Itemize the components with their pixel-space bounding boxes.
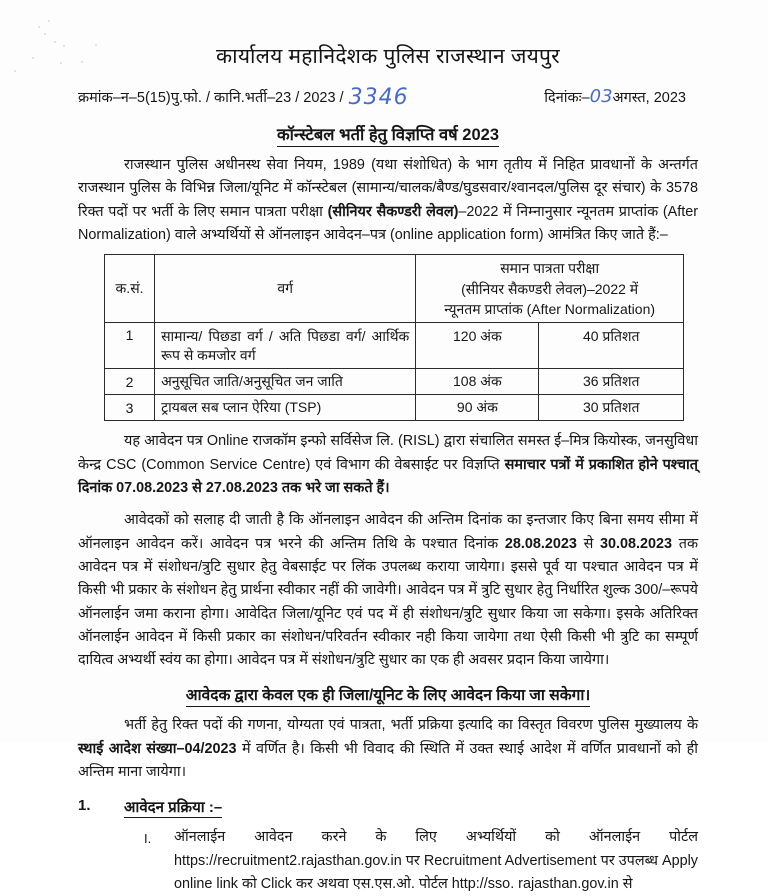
cell-marks: 108 अंक [416,369,539,395]
table-head [105,255,684,323]
cell-percent: 36 प्रतिशत [539,369,684,395]
table-row [105,369,684,395]
date-group [544,86,698,107]
para2-part-3: तक आवेदन पत्र में संशोधन/त्रुटि सुधार हेतु वेबसाईट पर लिंक उपलब्ध कराया जायेगा। इससे पूर्व या पश्चात आवेदन पत्र में किसी भी प्रकार के संशोधन हेतु प्रार्थना स्वीकार नहीं की जावेगी। आवेदन पत्र में त्रुटि सुधार हेतु निर्धारित शुल्क 300/–रूपये ऑनलाईन जमा कराना होगा। आवेदित जिला/यूनिट एवं पद में ही संशोधन/त्रुटि सुधार किया जा सकेगा। इसके अतिरिक्त ऑनलाईन आवेदन में किसी प्रकार का संशोधन/परिवर्तन स्वीकार नही किया जायेगा तथा ऐसी किसी भी त्रुटि का सम्पूर्ण दायित्व अभ्यर्थी स्वंय का होगा। आवेदन पत्र में संशोधन/त्रुटि सुधार का एक ही अवसर प्रदान किया जायेगा। [78,535,698,669]
para2-part-1: आवेदकों को सलाह दी जाती है कि ऑनलाइन आवेदन की अन्तिम दिनांक का इन्तजार किए बिना समय सीमा में ऑनलाइन आवेदन करें। आवेदन पत्र भरने की अन्तिम तिथि के पश्चात दिनांक [78,512,698,552]
paragraph-correction-window [78,509,698,672]
date-label: दिनांकः– [544,90,590,106]
para3-part-1: भर्ती हेतु रिक्त पदों की गणना, योग्यता एवं पात्रता, भर्ती प्रक्रिया इत्यादि का विस्तृत विवरण पुलिस मुख्यालय के [124,717,698,734]
cell-percent: 30 प्रतिशत [539,395,684,421]
cell-percent: 40 प्रतिशत [539,323,684,369]
minimum-marks-table [104,254,684,421]
date-month-year: अगस्त, 2023 [612,90,686,106]
table-body [105,323,684,421]
office-title: कार्यालय महानिदेशक पुलिस राजस्थान जयपुर [216,45,560,68]
cell-category: ट्रायबल सब प्लान ऐरिया (TSP) [155,395,416,421]
intro-bold-exam-level: (सीनियर सैकण्डरी लेवल) [327,203,459,220]
date-day-handwritten: 03 [589,86,613,107]
paragraph-application-channels [78,430,698,500]
cell-serial: 1 [105,323,155,369]
reference-number-handwritten: 3346 [348,85,409,110]
header-serial-number: क.सं. [105,255,155,323]
intro-part-1: राजस्थान पुलिस अधीनस्थ सेवा नियम, 1989 (यथा संशोधित) के भाग तृतीय में निहित प्रावधानों के अन्तर्गत राजस्थान पुलिस के विभिन्न जिला/यूनिट में कॉन्स्टेबल (सामान्य/चालक/बैण्ड/घुडसवार/श्वानदल/पुलिस दूर संचार) के 3578 रिक्त पदों पर भर्ती के लिए समान पात्रता परीक्षा [78,157,698,220]
single-district-notice-text: आवेदक द्वारा केवल एक ही जिला/यूनिट के लिए आवेदन किया जा सकेगा। [186,687,591,707]
para3-part-2: में वर्णित है। किसी भी विवाद की स्थिति में उक्त स्थाई आदेश में वर्णित प्रावधानों को ही अन्तिम माना जायेगा। [78,740,699,781]
header-criteria-line-1: समान पात्रता परीक्षा [500,260,600,277]
sub-item-marker: I. [144,831,152,847]
header-criteria-line-2: (सीनियर सैकण्डरी लेवल)–2022 में [461,280,639,297]
section-title-text: आवेदन प्रक्रिया :– [124,799,223,817]
section-application-process [78,797,698,817]
header-criteria-line-3: न्यूनतम प्राप्तांक (After Normalization) [444,300,656,317]
para2-bold-start-date: 28.08.2023 [504,535,577,552]
cell-marks: 90 अंक [416,395,539,421]
para2-bold-end-date: 30.08.2023 [600,535,673,552]
list-item [78,826,698,896]
para3-bold-order-number: स्थाई आदेश संख्या–04/2023 [78,740,237,757]
reference-and-date-row [78,83,698,108]
intro-paragraph [78,154,698,247]
document-content [78,0,698,896]
intro-part-2: –2022 में निम्नानुसार न्यूनतम प्राप्तांक (After Normalization) वाले अभ्यर्थियों से ऑनलाइन आवेदन–पत्र (online application form) आमंत्रित किए जाते हैं:– [78,203,699,243]
document-heading-text: कॉन्स्टेबल भर्ती हेतु विज्ञप्ति वर्ष 2023 [277,126,499,147]
cell-category: अनुसूचित जाति/अनुसूचित जन जाति [155,369,416,395]
cell-serial: 2 [105,369,155,395]
single-district-notice [78,683,698,705]
sub-item-text: ऑनलाईन आवेदन करने के लिए अभ्यर्थियों को ऑनलाईन पोर्टल https://recruitment2.rajasthan.gov.in पर Recruitment Advertisement पर उपलब्ध Apply online link को Click कर अथवा एस.एस.ओ. पोर्टल http://sso. rajasthan.gov.in से [174,829,698,893]
para2-part-2: से [576,535,601,552]
document-heading [78,122,698,145]
para1-part-1: यह आवेदन पत्र Online राजकॉम इन्फो सर्विसेज लि. (RISL) द्वारा संचालित समस्त ई–मित्र कियोस्क, जनसुविधा केन्द्र CSC (Common Service Centre) एवं विभाग की वेबसाईट पर विज्ञप्ति [78,433,698,473]
section-title [124,797,222,817]
para1-bold-dates: समाचार पत्रों में प्रकाशित होने पश्चात् दिनांक 07.08.2023 से 27.08.2023 तक भरे जा सकते हैं। [78,456,698,496]
cell-category: सामान्य/ पिछडा वर्ग / अति पिछडा वर्ग/ आर्थिक रूप से कमजोर वर्ग [155,323,416,369]
header-criteria [416,255,684,323]
cell-marks: 120 अंक [416,323,539,369]
section-number: 1. [78,797,91,815]
table-header-row [105,255,684,323]
reference-label: क्रमांक–न–5(15)पु.फो. / कानि.भर्ती–23 / 2023 / [78,90,344,106]
header-category: वर्ग [155,255,416,323]
paragraph-standing-order [78,714,698,784]
table-row [105,323,684,369]
table-row [105,395,684,421]
cell-serial: 3 [105,395,155,421]
